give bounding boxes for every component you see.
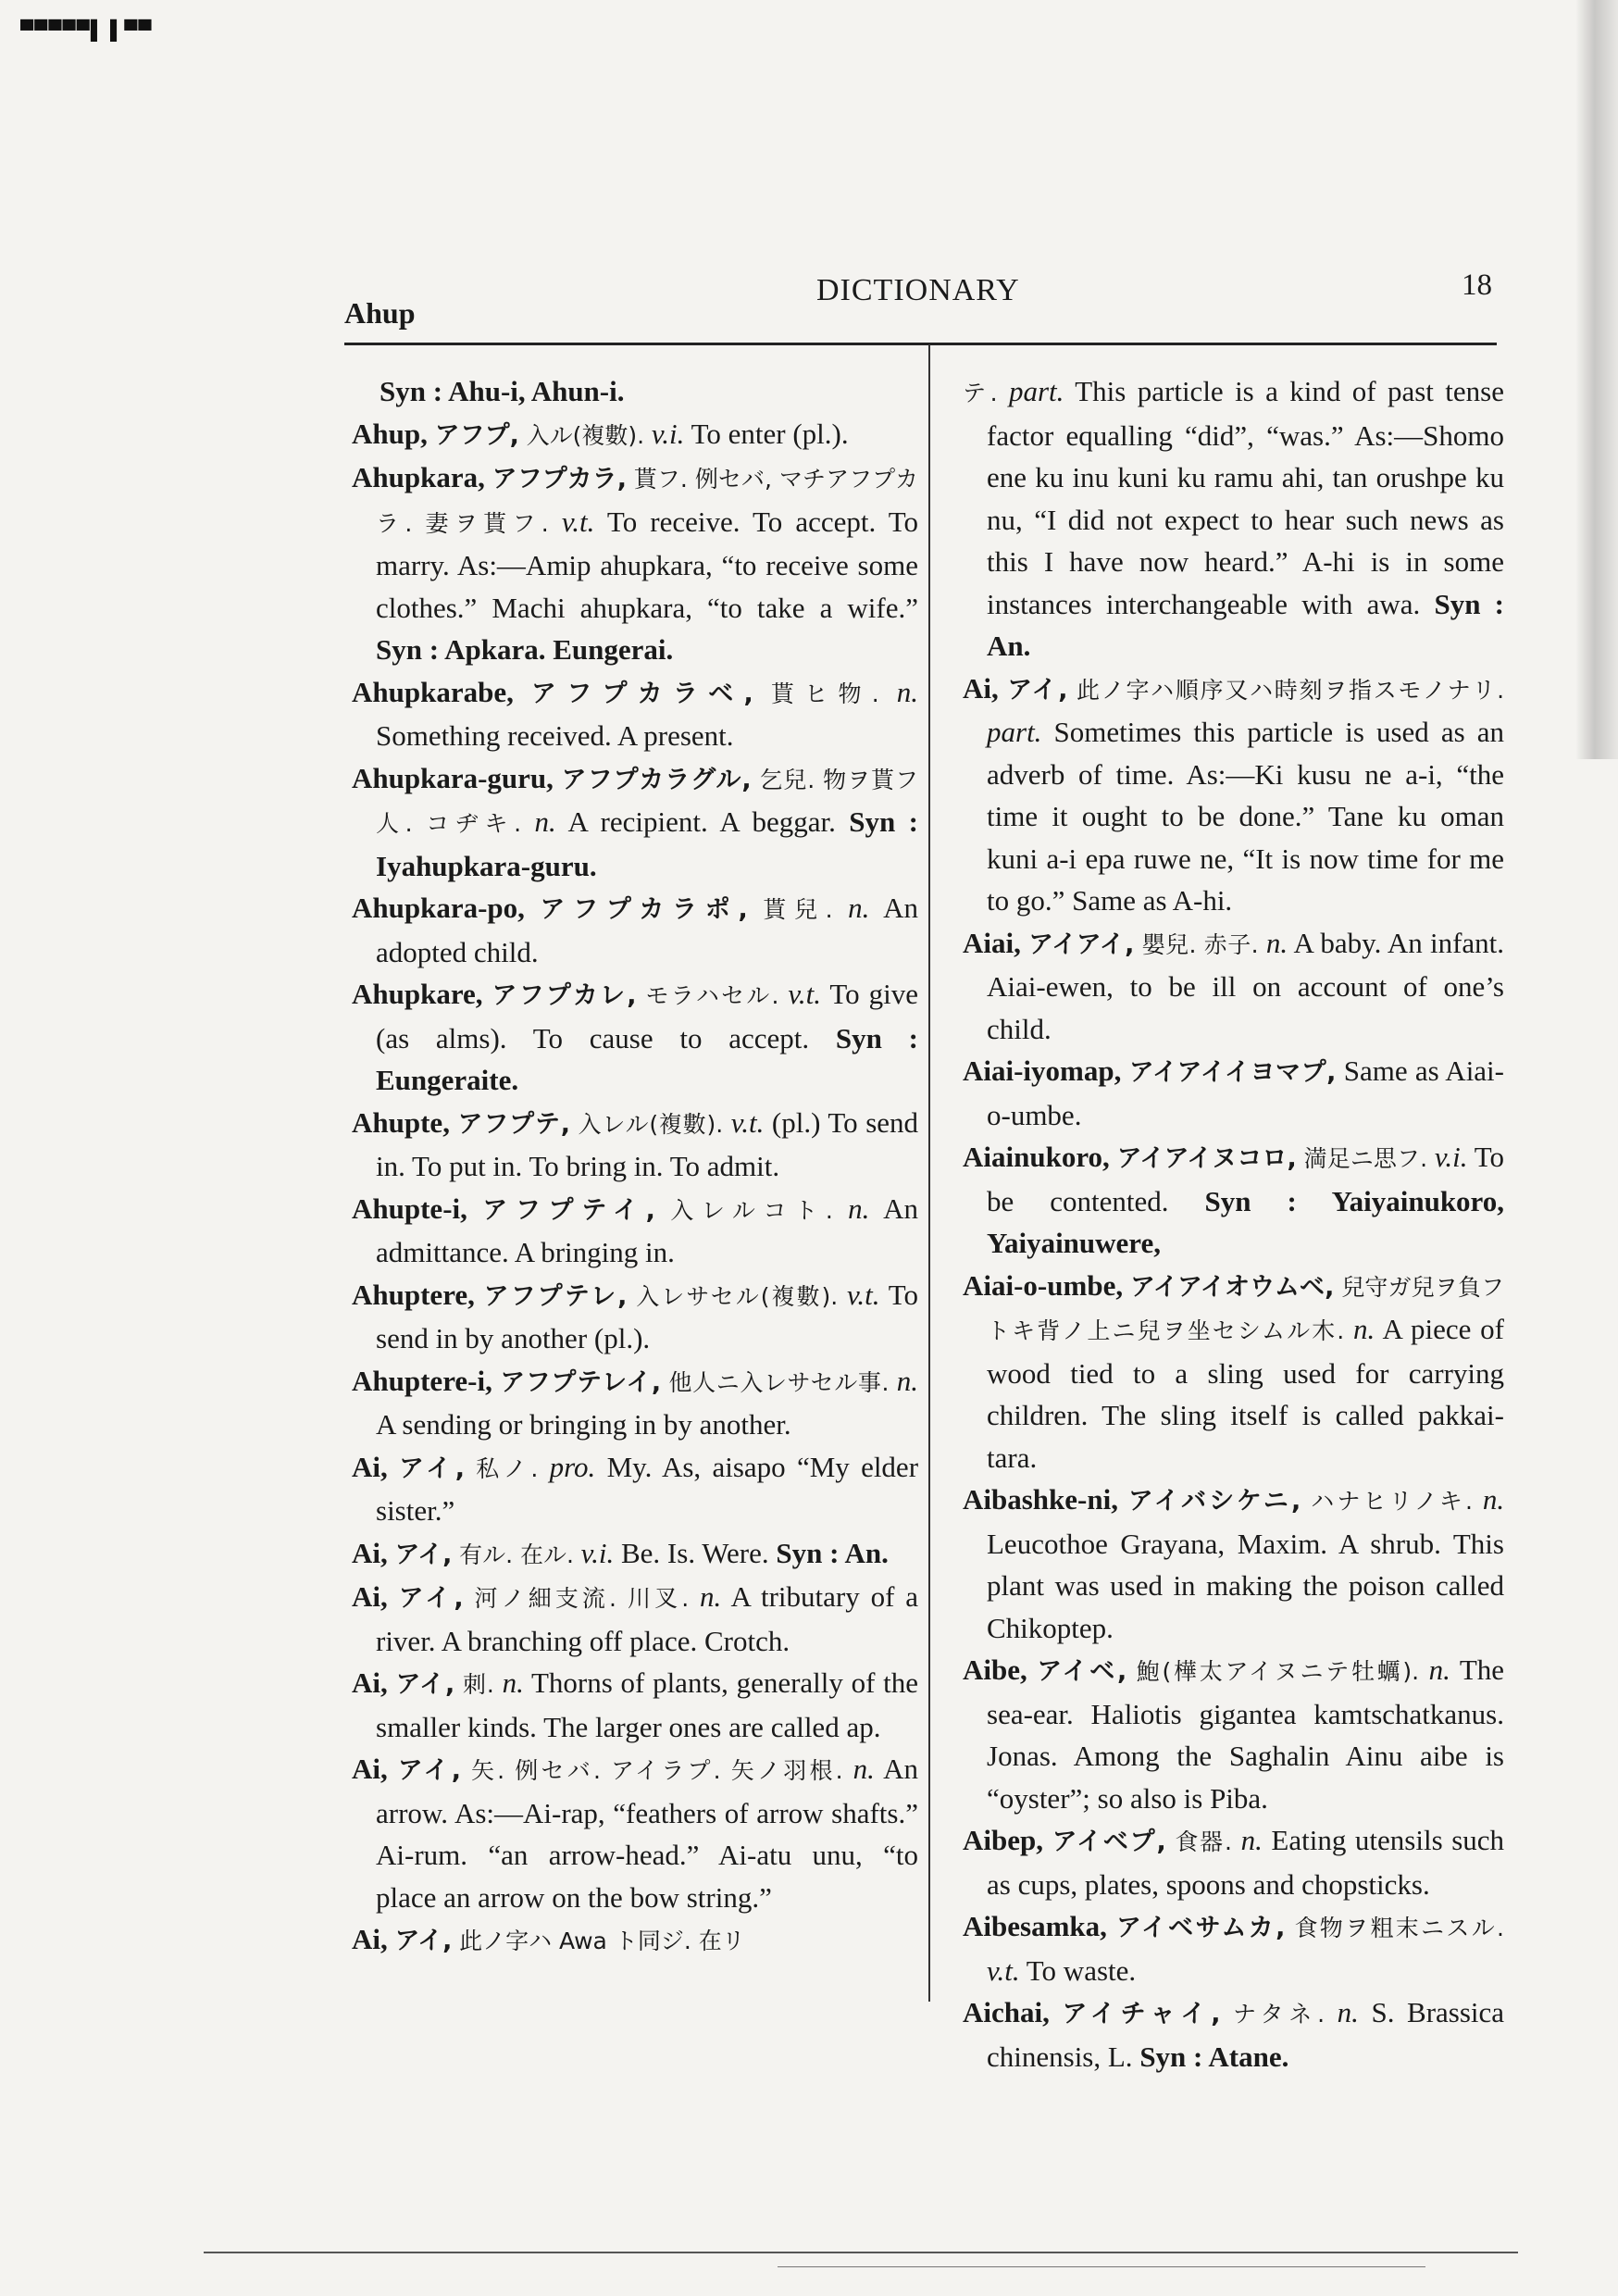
entry-definition: To be contented. bbox=[987, 1141, 1505, 1217]
entry-japanese-gloss: 鮑(樺太アイヌニテ牡蠣). bbox=[1136, 1658, 1420, 1685]
entry-japanese-gloss: 入レルコト. bbox=[670, 1196, 833, 1224]
entry-part-of-speech: v.t. bbox=[788, 978, 821, 1010]
entry-part-of-speech: v.t. bbox=[561, 505, 595, 538]
entry-japanese-gloss: 入ル(複數). bbox=[526, 421, 645, 449]
page-edge-shadow bbox=[1575, 0, 1618, 759]
entry-part-of-speech: v.i. bbox=[580, 1536, 615, 1569]
entry-headword: Aibashke-ni, bbox=[963, 1483, 1118, 1516]
dictionary-entry bbox=[352, 1662, 918, 1748]
entry-synonyms: Syn : An. bbox=[776, 1536, 889, 1569]
dictionary-entry bbox=[963, 370, 1504, 668]
entry-headword: Ai, bbox=[352, 1536, 388, 1569]
entry-katakana: アフプカラグル, bbox=[561, 765, 752, 794]
footer-rule-secondary bbox=[778, 2266, 1425, 2267]
entry-headword: Ai, bbox=[963, 671, 999, 705]
entry-headword: Ahuptere-i, bbox=[352, 1364, 492, 1397]
entry-katakana: アイ, bbox=[1007, 675, 1068, 705]
entry-part-of-speech: n. bbox=[534, 805, 556, 838]
entry-synonyms: Syn : Atane. bbox=[1139, 2040, 1289, 2073]
dictionary-entry bbox=[352, 1576, 918, 1662]
entry-headword: Ai, bbox=[352, 1753, 388, 1785]
entry-katakana: アフプカレ, bbox=[492, 981, 637, 1010]
entry-headword: Ai, bbox=[352, 1450, 388, 1483]
entry-headword: Ai, bbox=[352, 1580, 388, 1613]
entry-part-of-speech: part. bbox=[987, 716, 1042, 748]
header-title: DICTIONARY bbox=[816, 273, 1020, 307]
dictionary-entry bbox=[963, 922, 1504, 1051]
page-number: 18 bbox=[1462, 268, 1492, 302]
entry-definition: Be. Is. Were. bbox=[621, 1536, 769, 1569]
entry-part-of-speech: v.t. bbox=[987, 1953, 1020, 1987]
entry-japanese-gloss: モラハセル. bbox=[645, 982, 779, 1009]
entry-definition: To receive. To accept. To marry. As:—Amip ahupkara, “to receive some clothes.” Machi ahupkara, “to take a wife.” bbox=[376, 505, 919, 624]
entry-japanese-gloss: 満足ニ思フ. bbox=[1303, 1145, 1428, 1172]
entry-part-of-speech: n. bbox=[1265, 926, 1288, 959]
entry-part-of-speech: pro. bbox=[549, 1450, 596, 1483]
entry-part-of-speech: n. bbox=[1482, 1483, 1505, 1516]
entry-definition: Thorns of plants, generally of the smaller kinds. The larger ones are called ap. bbox=[376, 1666, 919, 1743]
dictionary-entry bbox=[352, 1274, 918, 1360]
entry-definition: An arrow. As:—Ai-rap, “feathers of arrow shafts.” Ai-rum. “an arrow-head.” Ai-atu unu, “to place an arrow on the bow string.” bbox=[376, 1753, 918, 1914]
entry-definition: S. Brassica chinensis, L. bbox=[987, 1996, 1505, 2073]
entry-definition: A baby. An infant. Aiai-ewen, to be ill on account of one’s child. bbox=[987, 926, 1505, 1045]
right-column bbox=[963, 370, 1504, 2078]
dictionary-entry bbox=[352, 1188, 918, 1274]
entry-katakana: アイアイイヨマプ, bbox=[1128, 1058, 1337, 1087]
entry-headword: Ahupkara-guru, bbox=[352, 761, 554, 794]
entry-headword: Aibe, bbox=[963, 1653, 1027, 1686]
scan-corner-mark: ▀▀▀▀▀▌ ▌▀▀ bbox=[20, 20, 153, 41]
entry-japanese-gloss: 矢. 例セバ. アイラプ. 矢ノ羽根. bbox=[470, 1757, 843, 1784]
entry-headword: Ahuptere, bbox=[352, 1278, 475, 1311]
entry-synonyms: Syn : Ahu-i, Ahun-i. bbox=[380, 375, 625, 407]
entry-definition: An adopted child. bbox=[376, 892, 919, 968]
column-divider bbox=[928, 344, 930, 2002]
header-guide-word: Ahup bbox=[344, 296, 416, 330]
entry-definition: To give (as alms). To cause to accept. bbox=[376, 978, 918, 1054]
entry-part-of-speech: v.t. bbox=[730, 1105, 765, 1139]
entry-definition: To waste. bbox=[1026, 1953, 1137, 1987]
entry-headword: Ahupkarabe, bbox=[352, 675, 514, 708]
dictionary-entry bbox=[352, 671, 918, 757]
entry-headword: Aiai, bbox=[963, 926, 1021, 959]
entry-japanese-gloss: 貰ヒ物. bbox=[770, 680, 879, 707]
entry-definition: To send in by another (pl.). bbox=[376, 1278, 919, 1354]
entry-part-of-speech: n. bbox=[1240, 1824, 1263, 1856]
entry-definition: Something received. A present. bbox=[376, 719, 734, 752]
entry-headword: Ahupkare, bbox=[352, 978, 483, 1010]
entry-synonyms: Syn : Iyahupkara-guru. bbox=[376, 805, 919, 882]
header-rule bbox=[344, 343, 1497, 345]
entry-definition: A piece of wood tied to a sling used for carrying children. The sling itself is called pakkai-tara. bbox=[987, 1313, 1505, 1474]
dictionary-entry bbox=[352, 413, 918, 457]
entry-part-of-speech: n. bbox=[700, 1580, 722, 1613]
entry-headword: Ahup, bbox=[352, 417, 428, 450]
dictionary-entry bbox=[352, 1748, 918, 1918]
dictionary-entry bbox=[963, 1991, 1504, 2078]
dictionary-entry bbox=[352, 1360, 918, 1446]
entry-headword: Aibep, bbox=[963, 1824, 1043, 1856]
dictionary-entry bbox=[963, 1905, 1504, 1991]
entry-japanese-gloss: テ. bbox=[963, 380, 998, 406]
entry-japanese-gloss: 嬰兒. 赤子. bbox=[1141, 930, 1259, 958]
dictionary-entry bbox=[963, 1050, 1504, 1136]
entry-japanese-gloss: 乞兒. 物ヲ貰フ人. コヂキ. bbox=[376, 766, 918, 837]
entry-part-of-speech: n. bbox=[1337, 1996, 1359, 2028]
entry-katakana: アイチャイ, bbox=[1062, 2000, 1221, 2028]
entry-part-of-speech: n. bbox=[848, 1192, 870, 1225]
entry-headword: Aiai-iyomap, bbox=[963, 1054, 1122, 1087]
dictionary-entry bbox=[352, 1918, 918, 1963]
entry-part-of-speech: v.t. bbox=[846, 1278, 880, 1311]
running-header bbox=[344, 268, 1501, 330]
entry-katakana: アイ, bbox=[395, 1670, 455, 1699]
footer-rule bbox=[204, 2252, 1518, 2253]
entry-katakana: アイ, bbox=[394, 1540, 453, 1569]
entry-synonyms: Syn : Eungeraite. bbox=[376, 1021, 918, 1096]
entry-part-of-speech: v.i. bbox=[1434, 1141, 1468, 1173]
entry-japanese-gloss: ハナヒリノキ. bbox=[1311, 1488, 1473, 1515]
entry-synonyms: Syn : An. bbox=[987, 587, 1505, 662]
entry-part-of-speech: n. bbox=[896, 675, 919, 708]
entry-japanese-gloss: 他人ニ入レサセル事. bbox=[668, 1368, 890, 1396]
dictionary-entry bbox=[963, 1136, 1504, 1265]
left-column bbox=[352, 370, 918, 1963]
entry-synonyms: Syn : Apkara. Eungerai. bbox=[376, 633, 674, 666]
entry-synonyms: Syn : Yaiyainukoro, Yaiyainuwere, bbox=[987, 1184, 1505, 1259]
entry-katakana: アフプテイ, bbox=[482, 1195, 655, 1225]
dictionary-entry bbox=[352, 973, 918, 1102]
entry-katakana: アフプテレイ, bbox=[500, 1367, 662, 1397]
entry-definition: Leucothoe Grayana, Maxim. A shrub. This plant was used in making the poison called Chikoptep. bbox=[987, 1527, 1504, 1644]
entry-katakana: アフプカラポ, bbox=[540, 895, 748, 924]
entry-headword: Aibesamka, bbox=[963, 1910, 1107, 1942]
entry-katakana: アイアイヌコロ, bbox=[1116, 1144, 1297, 1173]
entry-katakana: アイベプ, bbox=[1052, 1828, 1166, 1856]
entry-headword: Aichai, bbox=[963, 1996, 1050, 2028]
entry-katakana: アイ, bbox=[394, 1927, 453, 1955]
entry-part-of-speech: n. bbox=[848, 892, 870, 924]
entry-part-of-speech: n. bbox=[1428, 1653, 1450, 1686]
entry-japanese-gloss: 入レサセル(複數). bbox=[636, 1282, 839, 1310]
entry-japanese-gloss: 此ノ字ハ Awa ト同ジ. 在リ bbox=[459, 1928, 745, 1954]
entry-katakana: アイ, bbox=[399, 1454, 465, 1483]
entry-katakana: アイ, bbox=[397, 1756, 461, 1785]
entry-part-of-speech: part. bbox=[1008, 375, 1064, 407]
entry-headword: Aiai-o-umbe, bbox=[963, 1268, 1124, 1302]
dictionary-entry bbox=[352, 887, 918, 973]
entry-definition: This particle is a kind of past tense factor equalling “did”, “was.” As:—Shomo ene ku inu kuni ku ramu ahi, tan orushpe ku nu, “I did not expect to hear such news as this I have now heard.” A-hi is in some instances interchangeable with awa. bbox=[987, 375, 1504, 620]
entry-part-of-speech: n. bbox=[896, 1364, 919, 1397]
entry-katakana: アフプテ, bbox=[457, 1109, 570, 1139]
dictionary-entry bbox=[352, 456, 918, 671]
dictionary-entry bbox=[352, 1102, 918, 1188]
entry-part-of-speech: n. bbox=[502, 1666, 524, 1699]
entry-headword: Ai, bbox=[352, 1923, 388, 1955]
entry-katakana: アイベ, bbox=[1037, 1657, 1127, 1686]
entry-definition: A recipient. A beggar. bbox=[567, 805, 836, 838]
dictionary-entry bbox=[963, 1265, 1504, 1479]
entry-definition: Same as Aiai-o-umbe. bbox=[987, 1054, 1504, 1131]
entry-definition: The sea-ear. Haliotis gigantea kamtschatkanus. Jonas. Among the Saghalin Ainu aibe is “oyster”; so also is Piba. bbox=[987, 1653, 1505, 1815]
entry-definition: An admittance. A bringing in. bbox=[376, 1192, 918, 1268]
dictionary-entry bbox=[352, 1532, 918, 1577]
entry-japanese-gloss: 貰フ. 例セバ, マチアフプカラ. 妻ヲ貰フ. bbox=[376, 466, 918, 537]
entry-katakana: アフプカラ, bbox=[492, 465, 627, 493]
dictionary-entry bbox=[963, 1819, 1504, 1905]
entry-japanese-gloss: 刺. bbox=[462, 1671, 494, 1698]
entry-japanese-gloss: 私ノ. bbox=[476, 1454, 539, 1482]
entry-definition: A tributary of a river. A branching off place. Crotch. bbox=[376, 1580, 919, 1657]
entry-part-of-speech: n. bbox=[1353, 1313, 1375, 1345]
entry-japanese-gloss: 食器. bbox=[1175, 1828, 1232, 1855]
dictionary-entry bbox=[352, 757, 918, 888]
entry-headword: Ahupte, bbox=[352, 1105, 450, 1139]
dictionary-entry bbox=[963, 1649, 1504, 1819]
entry-katakana: アイバシケニ, bbox=[1127, 1487, 1301, 1516]
entry-japanese-gloss: 食物ヲ粗末ニスル. bbox=[1294, 1915, 1505, 1941]
entry-definition: (pl.) To send in. To put in. To bring in. To admit. bbox=[376, 1105, 919, 1182]
entry-part-of-speech: v.i. bbox=[651, 417, 685, 450]
entry-part-of-speech: n. bbox=[853, 1753, 875, 1785]
entry-headword: Aiainukoro, bbox=[963, 1141, 1110, 1173]
entry-katakana: アイ, bbox=[398, 1584, 464, 1613]
entry-definition: To enter (pl.). bbox=[691, 417, 849, 450]
entry-headword: Ahupte-i, bbox=[352, 1192, 467, 1225]
entry-katakana: アフプ, bbox=[434, 420, 519, 450]
entry-katakana: アイベサムカ, bbox=[1115, 1914, 1286, 1942]
entry-japanese-gloss: ナタネ. bbox=[1233, 2001, 1326, 2028]
entry-definition: Sometimes this particle is used as an adverb of time. As:—Ki kusu ne a-i, “the time it ought to be done.” Tane ku oman kuni a-i epa ruwe ne, “It is now time for me to go.” Same as A-hi. bbox=[987, 716, 1505, 917]
entry-definition: A sending or bringing in by another. bbox=[376, 1408, 791, 1441]
entry-japanese-gloss: 河ノ細支流. 川叉. bbox=[474, 1585, 690, 1612]
entry-japanese-gloss: 有ル. 在ル. bbox=[459, 1541, 574, 1568]
entry-katakana: アイアイオウムベ, bbox=[1129, 1272, 1335, 1302]
entry-katakana: アイアイ, bbox=[1028, 930, 1135, 959]
entry-headword: Ai, bbox=[352, 1666, 388, 1699]
entry-definition: Eating utensils such as cups, plates, spoons and chopsticks. bbox=[987, 1824, 1505, 1901]
dictionary-entry bbox=[352, 1446, 918, 1532]
entry-headword: Ahupkara, bbox=[352, 461, 485, 493]
entry-katakana: アフプカラベ, bbox=[530, 679, 753, 708]
entry-japanese-gloss: 此ノ字ハ順序又ハ時刻ヲ指スモノナリ. bbox=[1077, 676, 1505, 704]
entry-headword: Ahupkara-po, bbox=[352, 892, 525, 924]
entry-japanese-gloss: 入レル(複數). bbox=[578, 1110, 724, 1138]
dictionary-entry bbox=[963, 1479, 1504, 1649]
entry-katakana: アフプテレ, bbox=[483, 1281, 628, 1311]
entry-japanese-gloss: 兒守ガ兒ヲ負フトキ背ノ上ニ兒ヲ坐セシムル木. bbox=[987, 1273, 1504, 1344]
entry-definition: My. As, aisapo “My elder sister.” bbox=[376, 1450, 919, 1527]
dictionary-entry bbox=[963, 668, 1504, 922]
entry-japanese-gloss: 貰兒. bbox=[763, 896, 833, 923]
